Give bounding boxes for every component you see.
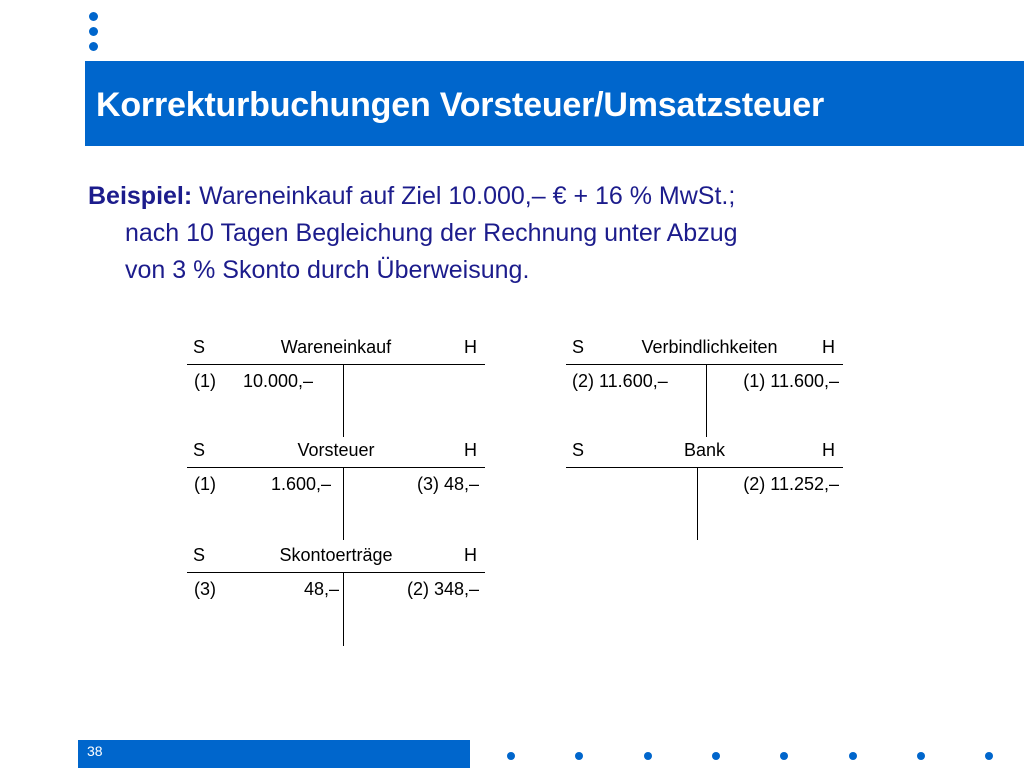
debit-entry-ref: (1): [194, 474, 216, 494]
dot-icon: [644, 752, 652, 760]
t-account-wareneinkauf: [187, 333, 485, 437]
dot-icon: [780, 752, 788, 760]
dot-icon: [985, 752, 993, 760]
t-account-skontoertraege: [187, 541, 485, 646]
debit-entry-amount: 10.000,–: [243, 371, 314, 391]
dot-icon: [89, 12, 98, 21]
debit-entry-ref: (3): [194, 579, 216, 599]
slide-title: Korrekturbuchungen Vorsteuer/Umsatzsteuer: [96, 86, 824, 124]
account-name: Bank: [683, 440, 726, 460]
t-account-bank: [566, 436, 843, 540]
debit-entry: (2) 11.600,–: [572, 371, 668, 391]
title-bar: [85, 61, 1024, 146]
account-name: Wareneinkauf: [280, 337, 392, 357]
debit-side-label: S: [572, 440, 585, 460]
dot-icon: [89, 27, 98, 36]
debit-side-label: S: [193, 337, 206, 357]
t-account-divider: [343, 365, 344, 437]
account-name: Vorsteuer: [297, 440, 375, 460]
credit-side-label: H: [822, 337, 835, 357]
dot-icon: [89, 42, 98, 51]
debit-entry-ref: (1): [194, 371, 216, 391]
debit-entry-amount: 1.600,–: [270, 474, 331, 494]
debit-side-label: S: [193, 545, 206, 565]
example-line-2: nach 10 Tagen Begleichung der Rechnung unter Abzug: [125, 219, 738, 247]
dot-icon: [712, 752, 720, 760]
debit-side-label: S: [193, 440, 206, 460]
account-name: Verbindlichkeiten: [641, 337, 778, 357]
t-account-verbindlichkeiten: [566, 333, 843, 437]
dot-icon: [917, 752, 925, 760]
credit-side-label: H: [464, 545, 477, 565]
example-text: [88, 178, 948, 289]
credit-entry: (2) 348,–: [406, 579, 479, 599]
t-account-vorsteuer: [187, 436, 485, 540]
credit-side-label: H: [464, 440, 477, 460]
credit-entry: (2) 11.252,–: [743, 474, 839, 494]
example-label: Beispiel:: [88, 182, 193, 210]
credit-side-label: H: [464, 337, 477, 357]
t-account-divider: [706, 365, 707, 437]
example-line-3: von 3 % Skonto durch Überweisung.: [125, 256, 530, 284]
t-account-divider: [343, 468, 344, 540]
debit-entry-amount: 48,–: [303, 579, 339, 599]
dot-icon: [849, 752, 857, 760]
credit-entry: (1) 11.600,–: [743, 371, 839, 391]
dot-icon: [575, 752, 583, 760]
footer-bar: [78, 740, 470, 768]
debit-side-label: S: [572, 337, 585, 357]
dot-icon: [507, 752, 515, 760]
t-account-divider: [343, 573, 344, 646]
page-number: 38: [87, 743, 103, 759]
account-name: Skontoerträge: [279, 545, 393, 565]
credit-side-label: H: [822, 440, 835, 460]
example-line-1: Wareneinkauf auf Ziel 10.000,– € + 16 % MwSt.;: [192, 182, 736, 210]
credit-entry: (3) 48,–: [416, 474, 479, 494]
t-account-divider: [697, 468, 698, 540]
